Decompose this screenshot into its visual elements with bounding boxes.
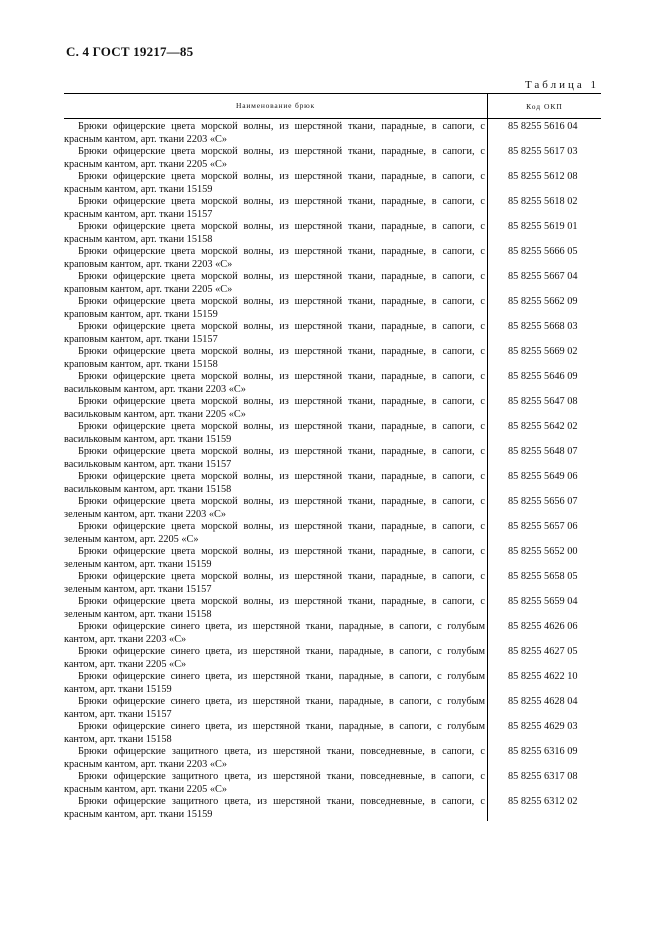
table-row-code: 85 8255 4628 04 [508,696,578,707]
table-label: Таблица 1 [524,79,599,91]
table-row-name: Брюки офицерские цвета морской волны, из шерстяной ткани, парадные, в сапоги, с зеленым кантом, арт. 2205 «С» [64,521,485,545]
page-header: С. 4 ГОСТ 19217—85 [66,44,194,59]
table-row-code: 85 8255 6317 08 [508,771,578,782]
table-row-code: 85 8255 5616 04 [508,121,578,132]
table-row-name: Брюки офицерские цвета морской волны, из шерстяной ткани, парадные, в сапоги, с красным кантом, арт. ткани 2203 «С» [64,121,485,145]
table-row-code: 85 8255 4629 03 [508,721,578,732]
table-row-code: 85 8255 5659 04 [508,596,578,607]
table-row-name: Брюки офицерские защитного цвета, из шерстяной ткани, повседневные, в сапоги, с красным кантом, арт. ткани 2203 «С» [64,746,485,770]
table-row-code: 85 8255 6316 09 [508,746,578,757]
table-row-code: 85 8255 5646 09 [508,371,578,382]
table-row-name: Брюки офицерские цвета морской волны, из шерстяной ткани, парадные, в сапоги, с красным кантом, арт. ткани 15157 [64,196,485,220]
table-row-code: 85 8255 5667 04 [508,271,578,282]
table-row-name: Брюки офицерские цвета морской волны, из шерстяной ткани, парадные, в сапоги, с васильковым кантом, арт. ткани 15159 [64,421,485,445]
table-row-code: 85 8255 5647 08 [508,396,578,407]
table-row-code: 85 8255 5617 03 [508,146,578,157]
table-row-code: 85 8255 4622 10 [508,671,578,682]
table-row-name: Брюки офицерские синего цвета, из шерстяной ткани, парадные, в сапоги, с голубым кантом, арт. ткани 2203 «С» [64,621,485,645]
column-header-code: Код ОКП [526,101,563,111]
table-row-name: Брюки офицерские защитного цвета, из шерстяной ткани, повседневные, в сапоги, с красным кантом, арт. ткани 15159 [64,796,485,820]
table-row-code: 85 8255 5657 06 [508,521,578,532]
table-row-name: Брюки офицерские цвета морской волны, из шерстяной ткани, парадные, в сапоги, с зеленым кантом, арт. ткани 2203 «С» [64,496,485,520]
table-row-name: Брюки офицерские цвета морской волны, из шерстяной ткани, парадные, в сапоги, с краповым кантом, арт. ткани 15159 [64,296,485,320]
table-row-name: Брюки офицерские цвета морской волны, из шерстяной ткани, парадные, в сапоги, с васильковым кантом, арт. ткани 2205 «С» [64,396,485,420]
table-row-name: Брюки офицерские синего цвета, из шерстяной ткани, парадные, в сапоги, с голубым кантом, арт. ткани 2205 «С» [64,646,485,670]
table-body [64,119,601,821]
table-row-code: 85 8255 5619 01 [508,221,578,232]
table-row-name: Брюки офицерские цвета морской волны, из шерстяной ткани, парадные, в сапоги, с красным кантом, арт. ткани 2205 «С» [64,146,485,170]
table-header-row [64,93,601,119]
table-row-name: Брюки офицерские цвета морской волны, из шерстяной ткани, парадные, в сапоги, с зеленым кантом, арт. ткани 15159 [64,546,485,570]
table-row-name: Брюки офицерские цвета морской волны, из шерстяной ткани, парадные, в сапоги, с васильковым кантом, арт. ткани 15157 [64,446,485,470]
table-row-code: 85 8255 5652 00 [508,546,578,557]
table-row-code: 85 8255 5649 06 [508,471,578,482]
table-row-name: Брюки офицерские синего цвета, из шерстяной ткани, парадные, в сапоги, с голубым кантом, арт. ткани 15159 [64,671,485,695]
table-row-code: 85 8255 6312 02 [508,796,578,807]
table-row-name: Брюки офицерские защитного цвета, из шерстяной ткани, повседневные, в сапоги, с красным кантом, арт. ткани 2205 «С» [64,771,485,795]
name-column [64,119,488,821]
column-header-name: Наименование брюк [64,94,488,118]
table-row-code: 85 8255 5642 02 [508,421,578,432]
table-row-name: Брюки офицерские цвета морской волны, из шерстяной ткани, парадные, в сапоги, с зеленым кантом, арт. ткани 15157 [64,571,485,595]
table-row-name: Брюки офицерские цвета морской волны, из шерстяной ткани, парадные, в сапоги, с васильковым кантом, арт. ткани 15158 [64,471,485,495]
table-row-name: Брюки офицерские цвета морской волны, из шерстяной ткани, парадные, в сапоги, с краповым кантом, арт. ткани 2205 «С» [64,271,485,295]
code-column [488,119,601,821]
table-row-code: 85 8255 4626 06 [508,621,578,632]
table-row-name: Брюки офицерские цвета морской волны, из шерстяной ткани, парадные, в сапоги, с краповым кантом, арт. ткани 15157 [64,321,485,345]
table-row-name: Брюки офицерские синего цвета, из шерстяной ткани, парадные, в сапоги, с голубым кантом, арт. ткани 15157 [64,696,485,720]
table-row-code: 85 8255 5662 09 [508,296,578,307]
table-row-code: 85 8255 5656 07 [508,496,578,507]
table-row-code: 85 8255 5618 02 [508,196,578,207]
table-row-name: Брюки офицерские цвета морской волны, из шерстяной ткани, парадные, в сапоги, с краповым кантом, арт. ткани 2203 «С» [64,246,485,270]
table-row-code: 85 8255 5668 03 [508,321,578,332]
table-row-name: Брюки офицерские цвета морской волны, из шерстяной ткани, парадные, в сапоги, с краповым кантом, арт. ткани 15158 [64,346,485,370]
table-row-code: 85 8255 5658 05 [508,571,578,582]
table-row-name: Брюки офицерские цвета морской волны, из шерстяной ткани, парадные, в сапоги, с васильковым кантом, арт. ткани 2203 «С» [64,371,485,395]
table-row-code: 85 8255 4627 05 [508,646,578,657]
table-row-code: 85 8255 5612 08 [508,171,578,182]
table-row-name: Брюки офицерские синего цвета, из шерстяной ткани, парадные, в сапоги, с голубым кантом, арт. ткани 15158 [64,721,485,745]
table-row-code: 85 8255 5648 07 [508,446,578,457]
table-row-code: 85 8255 5669 02 [508,346,578,357]
table-row-code: 85 8255 5666 05 [508,246,578,257]
table-row-name: Брюки офицерские цвета морской волны, из шерстяной ткани, парадные, в сапоги, с красным кантом, арт. ткани 15159 [64,171,485,195]
products-table [64,93,601,821]
table-row-name: Брюки офицерские цвета морской волны, из шерстяной ткани, парадные, в сапоги, с зеленым кантом, арт. ткани 15158 [64,596,485,620]
table-row-name: Брюки офицерские цвета морской волны, из шерстяной ткани, парадные, в сапоги, с красным кантом, арт. ткани 15158 [64,221,485,245]
